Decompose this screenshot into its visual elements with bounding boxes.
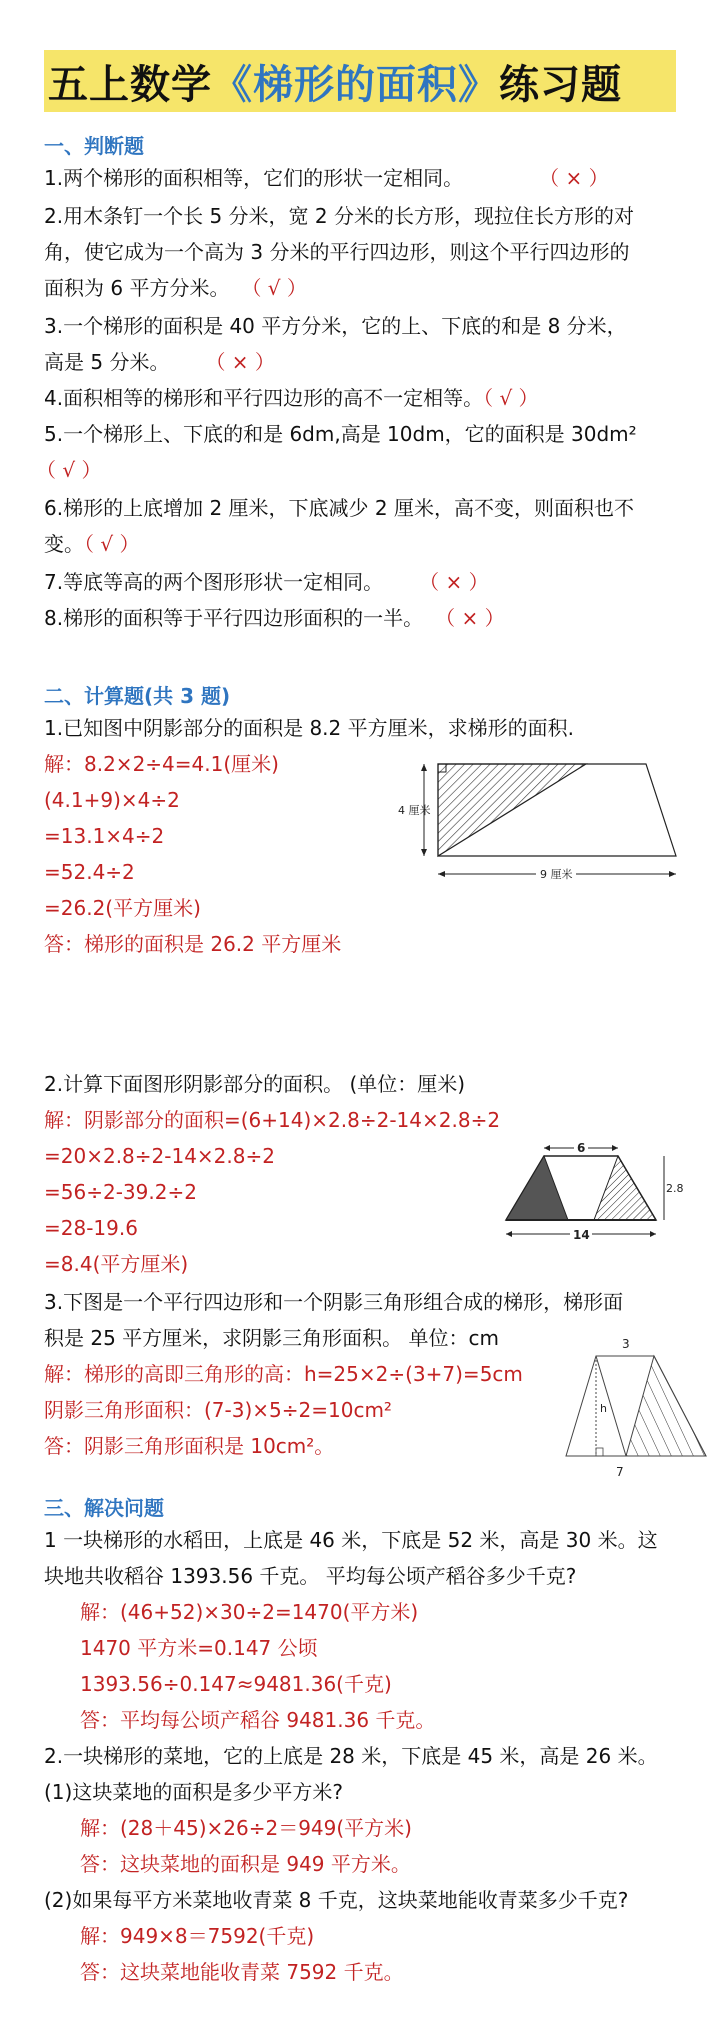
judge-line: 5.一个梯形上、下底的和是 6dm,高是 10dm，它的面积是 30dm² (44, 422, 637, 446)
judge-mark: （ √ ） (36, 458, 102, 482)
q3-top-label: 3 (622, 1337, 630, 1351)
q2-base-label: 14 (573, 1228, 590, 1242)
shaded-left-triangle (506, 1156, 568, 1220)
q2-solution-line: =20×2.8÷2-14×2.8÷2 (44, 1144, 275, 1168)
q1-solution-line: 答：梯形的面积是 26.2 平方厘米 (44, 932, 342, 956)
p2-question: 2.一块梯形的菜地，它的上底是 28 米，下底是 45 米，高是 26 米。 (44, 1744, 658, 1768)
q3-question: 3.下图是一个平行四边形和一个阴影三角形组合成的梯形，梯形面 (44, 1290, 624, 1314)
p2-question2: (2)如果每平方米菜地收青菜 8 千克，这块菜地能收青菜多少千克? (44, 1888, 629, 1912)
p1-solution-line: 1470 平方米=0.147 公顷 (80, 1636, 318, 1660)
judge-line: 面积为 6 平方分米。 （ √ ） (44, 276, 307, 300)
q1-solution-line: =52.4÷2 (44, 860, 135, 884)
q2-trapezoid-figure (500, 1140, 684, 1250)
q2-solution-line: =28-19.6 (44, 1216, 138, 1240)
q1-base-label: 9 厘米 (540, 868, 573, 881)
judge-line: 角，使它成为一个高为 3 分米的平行四边形，则这个平行四边形的 (44, 240, 630, 264)
title-part3: 练习题 (499, 61, 622, 108)
p2-solution-line: 解：(28＋45)×26÷2＝949(平方米) (80, 1816, 412, 1840)
p2-solution-line: 答：这块菜地的面积是 949 平方米。 (80, 1852, 411, 1876)
q2-solution-line: 解：阴影部分的面积=(6+14)×2.8÷2-14×2.8÷2 (44, 1108, 501, 1132)
q2-solution-line: =56÷2-39.2÷2 (44, 1180, 197, 1204)
q2-solution-line: =8.4(平方厘米) (44, 1252, 189, 1276)
judge-mark: （ √ ） (84, 532, 140, 556)
judge-line: 3.一个梯形的面积是 40 平方分米，它的上、下底的和是 8 分米， (44, 314, 627, 338)
q1-trapezoid-figure (396, 756, 696, 916)
title-part2: 《梯形的面积》 (212, 61, 499, 108)
judge-line: 7.等底等高的两个图形形状一定相同。 （ × ） (44, 570, 489, 594)
shaded-right-triangle (594, 1156, 656, 1220)
p1-solution-line: 答：平均每公顷产稻谷 9481.36 千克。 (80, 1708, 436, 1732)
section3-heading: 三、解决问题 (44, 1496, 164, 1520)
judge-line: 4.面积相等的梯形和平行四边形的高不一定相等。（ √ ） (44, 386, 539, 410)
q2-question: 2.计算下面图形阴影部分的面积。 (单位：厘米) (44, 1072, 466, 1096)
judge-mark: （ × ） (539, 166, 609, 190)
judge-line: 高是 5 分米。 （ × ） (44, 350, 275, 374)
p2-solution-line: 答：这块菜地能收青菜 7592 千克。 (80, 1960, 404, 1984)
judge-mark: （ √ ） (483, 386, 539, 410)
q3-base-label: 7 (616, 1465, 624, 1479)
q3-question: 积是 25 平方厘米，求阴影三角形面积。 单位：cm (44, 1326, 499, 1350)
section2-heading: 二、计算题(共 3 题) (44, 684, 231, 708)
judge-mark: （ √ ） (241, 276, 307, 300)
q1-height-label: 4 厘米 (398, 804, 431, 817)
p2-question: (1)这块菜地的面积是多少平方米? (44, 1780, 343, 1804)
q3-height-label: h (600, 1402, 607, 1415)
page-title (44, 50, 676, 112)
q1-solution-line: 解：8.2×2÷4=4.1(厘米) (44, 752, 279, 776)
q1-solution-line: (4.1+9)×4÷2 (44, 788, 180, 812)
judge-line: 6.梯形的上底增加 2 厘米，下底减少 2 厘米，高不变，则面积也不 (44, 496, 634, 520)
section1-heading: 一、判断题 (44, 134, 144, 158)
shaded-triangle (438, 764, 586, 856)
judge-mark: （ × ） (435, 606, 505, 630)
q3-trapezoid-figure (560, 1336, 710, 1486)
q2-height-label: 2.8 (666, 1182, 684, 1195)
q3-solution-line: 解：梯形的高即三角形的高：h=25×2÷(3+7)=5cm (44, 1362, 523, 1386)
q3-solution-line: 阴影三角形面积：(7-3)×5÷2=10cm² (44, 1398, 392, 1422)
judge-line (36, 458, 101, 482)
p1-solution-line: 解：(46+52)×30÷2=1470(平方米) (80, 1600, 419, 1624)
judge-line: 变。（ √ ） (44, 532, 140, 556)
q2-top-label: 6 (577, 1141, 586, 1155)
p2-solution-line: 解：949×8＝7592(千克) (80, 1924, 315, 1948)
p1-question: 1 一块梯形的水稻田，上底是 46 米，下底是 52 米，高是 30 米。这 (44, 1528, 658, 1552)
q1-solution-line: =13.1×4÷2 (44, 824, 165, 848)
q1-question: 1.已知图中阴影部分的面积是 8.2 平方厘米，求梯形的面积. (44, 716, 574, 740)
judge-line: 1.两个梯形的面积相等，它们的形状一定相同。 （ × ） (44, 166, 609, 190)
q3-solution-line: 答：阴影三角形面积是 10cm²。 (44, 1434, 335, 1458)
judge-line: 2.用木条钉一个长 5 分米，宽 2 分米的长方形，现拉住长方形的对 (44, 204, 634, 228)
p1-solution-line: 1393.56÷0.147≈9481.36(千克) (80, 1672, 392, 1696)
p1-question: 块地共收稻谷 1393.56 千克。 平均每公顷产稻谷多少千克? (44, 1564, 577, 1588)
judge-mark: （ × ） (419, 570, 489, 594)
judge-line: 8.梯形的面积等于平行四边形面积的一半。 （ × ） (44, 606, 505, 630)
title-part1: 五上数学 (48, 61, 212, 108)
q1-solution-line: =26.2(平方厘米) (44, 896, 201, 920)
judge-mark: （ × ） (205, 350, 275, 374)
shaded-triangle (626, 1356, 706, 1456)
